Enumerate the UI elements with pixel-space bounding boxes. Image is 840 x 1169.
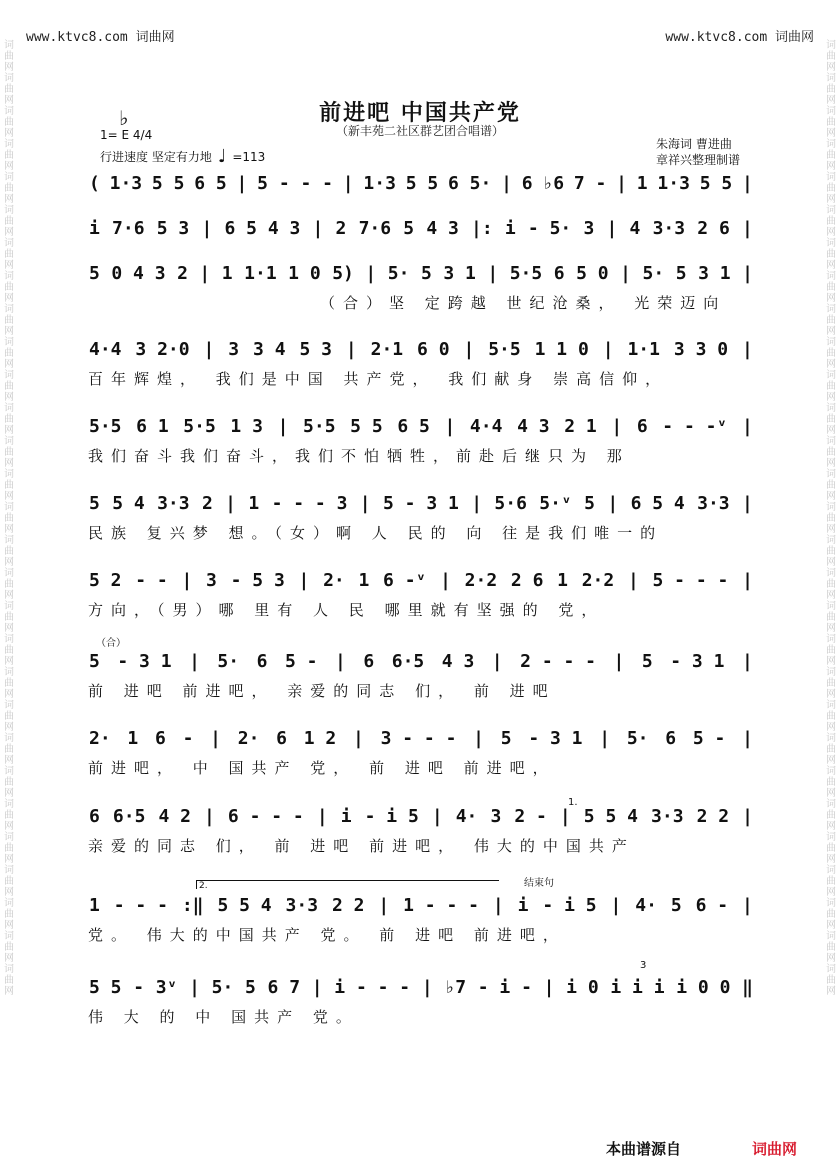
- score-system: [88, 725, 754, 777]
- note-group: 3: [206, 569, 217, 591]
- note-group: 5 4: [112, 492, 145, 514]
- flat-sign: ♭: [119, 106, 129, 130]
- note-group: 3·3: [697, 492, 730, 514]
- score-system: [88, 892, 754, 944]
- note-group: 1: [89, 894, 100, 916]
- note-group: 1·3: [109, 172, 143, 194]
- note-group: 5: [675, 262, 687, 284]
- header-url-right[interactable]: www.ktvc8.com 词曲网: [665, 30, 814, 45]
- notes-line: [88, 567, 754, 593]
- note-group: 3 3 0: [673, 338, 729, 360]
- barline: |: [359, 492, 371, 514]
- volta-1-label: 1.: [568, 797, 578, 808]
- note-group: 3 - - -: [380, 727, 457, 749]
- note-group: 5·5: [183, 415, 216, 437]
- note-group: 1 3: [230, 415, 263, 437]
- barline: |: [277, 415, 289, 437]
- note-group: 4: [629, 217, 641, 239]
- note-group: 5: [420, 262, 432, 284]
- barline: |: [742, 262, 753, 284]
- note-group: 5 5: [405, 172, 439, 194]
- note-group: (: [89, 172, 100, 194]
- note-group: 6: [665, 727, 677, 749]
- barline: |: [345, 338, 357, 360]
- notes-line: [88, 170, 754, 196]
- notes-line: [88, 892, 754, 918]
- barline: |: [492, 894, 504, 916]
- barline: |: [602, 338, 614, 360]
- barline: |: [378, 894, 390, 916]
- barline: |: [627, 569, 639, 591]
- note-group: 3 4: [253, 338, 286, 360]
- tempo-value: =113: [232, 149, 266, 164]
- note-group: 6: [363, 650, 375, 672]
- barline: |: [298, 569, 310, 591]
- barline: |: [471, 492, 483, 514]
- note-group: 1·1: [627, 338, 660, 360]
- note-group: 5: [670, 894, 682, 916]
- note-group: 6: [155, 727, 166, 749]
- note-group: 5 5 4: [583, 805, 638, 827]
- note-group: - 5 3: [230, 569, 285, 591]
- note-group: 2 6: [510, 569, 544, 591]
- score-system: [88, 413, 754, 465]
- barline: |: [201, 217, 213, 239]
- note-group: 2 6: [697, 217, 730, 239]
- note-group: 5 - 3 1: [382, 492, 459, 514]
- note-group: 1 0: [288, 262, 321, 284]
- note-group: - 3 1: [670, 650, 725, 672]
- note-group: 6·5: [391, 650, 425, 672]
- note-group: 5 5: [151, 172, 185, 194]
- note-group: 5·5: [488, 338, 521, 360]
- note-group: 5: [245, 976, 256, 998]
- note-group: 5·6: [494, 492, 527, 514]
- note-group: 6·5: [112, 805, 146, 827]
- notes-line: [88, 336, 754, 362]
- note-group: 5: [89, 650, 100, 672]
- score-system: [88, 336, 754, 388]
- note-group: 5 -: [284, 650, 318, 672]
- note-group: 1: [557, 569, 568, 591]
- note-group: 1: [127, 727, 139, 749]
- barline: |: [741, 492, 753, 514]
- note-group: - - -ᵛ: [662, 415, 728, 437]
- score-system: [88, 648, 754, 700]
- note-group: 2: [201, 492, 213, 514]
- note-group: 5 5 4: [217, 894, 272, 916]
- note-group: 7 -: [573, 172, 607, 194]
- note-group: 3 1: [443, 262, 476, 284]
- note-group: 7·6: [112, 217, 145, 239]
- tempo-marking: [100, 145, 266, 167]
- barline: |: [236, 172, 248, 194]
- note-group: 6 0: [417, 338, 450, 360]
- header-url-left[interactable]: www.ktvc8.com 词曲网: [26, 30, 175, 45]
- note-group: 0 4 3: [111, 262, 166, 284]
- note-group: 3: [583, 217, 595, 239]
- note-group: 5 - - -: [257, 172, 333, 194]
- barline: |: [742, 172, 753, 194]
- note-group: 1 - - -: [403, 894, 479, 916]
- note-group: 2: [335, 217, 347, 239]
- note-group: 5·ᵛ: [539, 492, 572, 514]
- note-group: - i 5: [364, 805, 419, 827]
- note-group: 5: [641, 650, 653, 672]
- note-group: 4·4: [469, 415, 503, 437]
- song-subtitle: （新丰苑二社区群艺团合唱谱）: [335, 124, 504, 138]
- footer-source-label: 本曲谱源自: [606, 1140, 682, 1158]
- barline: |: [365, 262, 377, 284]
- note-group: - - - 3: [271, 492, 348, 514]
- barline: |: [444, 415, 456, 437]
- note-group: 4·: [455, 805, 478, 827]
- barline: |: [742, 569, 753, 591]
- note-group: 3ᵛ: [155, 976, 178, 998]
- notes-line: [88, 725, 754, 751]
- ending-label: 结束句: [524, 878, 554, 889]
- note-group: 5: [89, 492, 100, 514]
- lyrics-line: 我们奋斗我们奋斗，我们不怕牺牲，前赴后继只为 那: [88, 447, 630, 465]
- note-group: 5 3: [156, 217, 190, 239]
- note-group: 6 5·: [448, 172, 492, 194]
- note-group: 4 3: [426, 217, 459, 239]
- note-group: 2 2: [331, 894, 365, 916]
- note-group: i i i: [610, 976, 665, 998]
- score-system: [88, 490, 754, 542]
- note-group: 3·3: [157, 492, 190, 514]
- note-group: 6 5: [194, 172, 227, 194]
- barline: |: [210, 727, 221, 749]
- lyrics-line: 百年辉煌， 我们是中国 共产党， 我们献身 崇高信仰，: [88, 370, 669, 388]
- barline: |: [203, 338, 215, 360]
- note-group: 5 5: [699, 172, 733, 194]
- note-group: 4 3: [517, 415, 550, 437]
- notes-line: [88, 490, 754, 516]
- note-group: 6 5 4 3: [224, 217, 301, 239]
- barline: |: [607, 492, 619, 514]
- barline: |: [189, 650, 200, 672]
- note-group: - 3 1: [117, 650, 172, 672]
- barline: |: [204, 805, 215, 827]
- note-group: 4 2: [158, 805, 191, 827]
- note-group: 1: [636, 172, 648, 194]
- note-group: 5 0: [576, 262, 609, 284]
- tempo-label: 行进速度 坚定有力地: [100, 150, 212, 164]
- note-group: 5·: [626, 727, 649, 749]
- lyrics-line: 民族 复兴梦 想。（女）啊 人 民的 向 往是我们唯一的: [88, 524, 664, 542]
- credits: [656, 136, 740, 168]
- side-watermark-left: 词曲网词曲网词曲网词曲网词曲网词曲网词曲网词曲网词曲网词曲网词曲网词曲网词曲网词曲网词曲网词曲网词曲网词曲网词曲网词曲网词曲网词曲网词曲网词曲网词曲网词曲网词曲网词曲网词曲网: [4, 40, 14, 997]
- notes-line: [88, 648, 754, 674]
- barline: |: [316, 805, 328, 827]
- note-group: i 0: [566, 976, 599, 998]
- note-group: 5 -: [692, 727, 726, 749]
- barline: |: [742, 805, 753, 827]
- barline: |: [741, 650, 753, 672]
- barline: :‖: [181, 894, 204, 916]
- side-watermark-right: 词曲网词曲网词曲网词曲网词曲网词曲网词曲网词曲网词曲网词曲网词曲网词曲网词曲网词曲网词曲网词曲网词曲网词曲网词曲网词曲网词曲网词曲网词曲网词曲网词曲网词曲网词曲网词曲网词曲网: [826, 40, 836, 997]
- notes-line: [88, 413, 754, 439]
- note-group: 5: [89, 262, 100, 284]
- barline: |: [491, 650, 503, 672]
- lyrics-line: 党。 伟大的中国共产 党。 前 进吧 前进吧，: [88, 926, 566, 944]
- note-group: 6 5: [397, 415, 430, 437]
- note-group: 5·: [642, 262, 665, 284]
- barline: |: [741, 338, 753, 360]
- note-group: - 5·: [527, 217, 572, 239]
- note-group: 6 -: [695, 894, 729, 916]
- score-system: [88, 974, 754, 1026]
- volta-2-label: 2.: [199, 881, 208, 891]
- notes-line: [88, 803, 754, 829]
- barline: |: [311, 976, 323, 998]
- lyrics-line: 前 进吧 前进吧， 亲爱的同志 们， 前 进吧: [88, 682, 556, 700]
- triplet-label: 3: [640, 960, 647, 971]
- note-group: 3·3: [651, 805, 684, 827]
- score-system: [88, 567, 754, 619]
- key-signature: 1= E 4/4: [100, 128, 153, 142]
- barline: |: [431, 805, 443, 827]
- lyrics-line: （合）坚 定跨越 世纪沧桑， 光荣迈向: [320, 294, 727, 312]
- note-group: 1: [248, 492, 260, 514]
- barline: |: [616, 172, 627, 194]
- note-group: 4·: [635, 894, 657, 916]
- note-group: ♭6: [542, 172, 565, 194]
- credit-arranger: 章祥兴整理制谱: [656, 153, 741, 167]
- note-group: 1 1 0: [534, 338, 589, 360]
- notes-line: [88, 260, 754, 286]
- barline: |: [606, 217, 618, 239]
- lyrics-line: 方向，（男）哪 里有 人 民 哪里就有坚强的 党，: [88, 601, 605, 619]
- note-group: 6 5 4: [630, 492, 685, 514]
- note-group: 5 - - -: [652, 569, 729, 591]
- note-group: -: [182, 727, 194, 749]
- barline: |: [189, 976, 200, 998]
- lyrics-line: 前进吧， 中 国共产 党， 前 进吧 前进吧，: [88, 759, 556, 777]
- note-group: 2: [177, 262, 188, 284]
- barline: |: [742, 727, 753, 749]
- note-group: 5: [584, 492, 595, 514]
- note-group: 2·2: [464, 569, 498, 591]
- choir-label: （合）: [96, 638, 126, 649]
- barline: |: [473, 727, 484, 749]
- note-group: 5 2: [89, 569, 122, 591]
- note-group: 5·5: [303, 415, 336, 437]
- note-group: - i 5: [542, 894, 597, 916]
- note-group: 1·1: [244, 262, 277, 284]
- lyrics-line: 伟 大 的 中 国共产 党。: [88, 1008, 359, 1026]
- barline: |: [352, 727, 364, 749]
- barline: |: [559, 805, 571, 827]
- note-group: i: [89, 217, 100, 239]
- note-group: 6: [276, 727, 287, 749]
- note-group: 4 3: [441, 650, 475, 672]
- note-group: i: [504, 217, 516, 239]
- note-group: 2·: [323, 569, 345, 591]
- note-group: - -: [135, 569, 168, 591]
- note-group: ♭7: [444, 976, 467, 998]
- note-group: 5·: [211, 976, 234, 998]
- note-group: 5·: [387, 262, 410, 284]
- note-group: i: [340, 805, 352, 827]
- note-group: 3 1: [698, 262, 731, 284]
- volta-2-bracket: [196, 880, 499, 889]
- barline: |: [620, 262, 631, 284]
- score-system: [88, 260, 754, 312]
- note-group: 5 5: [350, 415, 383, 437]
- note-group: 2·: [237, 727, 260, 749]
- note-group: -: [133, 976, 145, 998]
- note-group: 5·5: [509, 262, 543, 284]
- barline: |: [741, 415, 753, 437]
- note-group: 1: [358, 569, 370, 591]
- notes-line: [88, 215, 754, 241]
- note-group: 5 5: [89, 976, 122, 998]
- barline: |: [543, 976, 555, 998]
- note-group: 5·: [217, 650, 240, 672]
- note-group: 6: [89, 805, 100, 827]
- barline: |: [501, 172, 512, 194]
- barline: |: [342, 172, 354, 194]
- note-group: 5 3: [299, 338, 332, 360]
- note-group: 1·3: [363, 172, 396, 194]
- barline: |: [335, 650, 346, 672]
- barline: |: [225, 492, 236, 514]
- note-group: 5·5: [89, 415, 122, 437]
- barline: |:: [471, 217, 493, 239]
- footer-site-link[interactable]: 词曲网: [752, 1140, 798, 1158]
- note-group: 2 -: [514, 805, 547, 827]
- note-group: 3: [490, 805, 502, 827]
- note-group: 5: [403, 217, 415, 239]
- note-group: 6: [553, 262, 565, 284]
- note-group: 6 -ᵛ: [383, 569, 427, 591]
- note-group: 2·: [89, 727, 111, 749]
- note-group: 2 1: [564, 415, 597, 437]
- note-group: 6: [636, 415, 648, 437]
- note-group: 2·1: [370, 338, 404, 360]
- note-group: 5: [500, 727, 512, 749]
- barline: |: [611, 415, 623, 437]
- quarter-note-icon: ♩: [217, 145, 227, 167]
- note-group: 1 2: [303, 727, 337, 749]
- song-title: 前进吧 中国共产党: [319, 100, 521, 126]
- note-group: 1·3: [657, 172, 690, 194]
- note-group: 2 2: [696, 805, 730, 827]
- note-group: 3 2·0: [135, 338, 190, 360]
- note-group: 1: [221, 262, 233, 284]
- note-group: 3: [228, 338, 240, 360]
- notes-line: [88, 974, 754, 1000]
- note-group: 6: [521, 172, 533, 194]
- barline: |: [421, 976, 433, 998]
- barline: |: [741, 217, 753, 239]
- barline: |: [610, 894, 622, 916]
- note-group: 2 - - -: [520, 650, 597, 672]
- barline: |: [742, 894, 753, 916]
- note-group: i: [517, 894, 529, 916]
- note-group: 6 1: [136, 415, 169, 437]
- note-group: 3·3: [285, 894, 319, 916]
- score-system: [88, 803, 754, 855]
- note-group: 6 - - -: [227, 805, 304, 827]
- barline: |: [312, 217, 324, 239]
- note-group: 4·4: [89, 338, 122, 360]
- lyrics-line: 亲爱的同志 们， 前 进吧 前进吧， 伟大的中国共产: [88, 837, 635, 855]
- barline: |: [463, 338, 475, 360]
- note-group: 3·3: [652, 217, 686, 239]
- note-group: 6 7: [267, 976, 301, 998]
- barline: |: [613, 650, 625, 672]
- barline: |: [181, 569, 193, 591]
- note-group: 7·6: [358, 217, 392, 239]
- note-group: 2·2: [581, 569, 615, 591]
- note-group: - - -: [113, 894, 168, 916]
- credit-composer: 朱海词 曹进曲: [656, 137, 732, 151]
- barline: |: [440, 569, 451, 591]
- barline: ‖: [742, 976, 753, 998]
- note-group: - i -: [477, 976, 532, 998]
- note-group: - 3 1: [528, 727, 583, 749]
- note-group: i 0 0: [676, 976, 731, 998]
- barline: |: [199, 262, 211, 284]
- note-group: 5): [332, 262, 354, 284]
- note-group: 6: [256, 650, 268, 672]
- barline: |: [487, 262, 499, 284]
- note-group: i - - -: [334, 976, 411, 998]
- barline: |: [599, 727, 611, 749]
